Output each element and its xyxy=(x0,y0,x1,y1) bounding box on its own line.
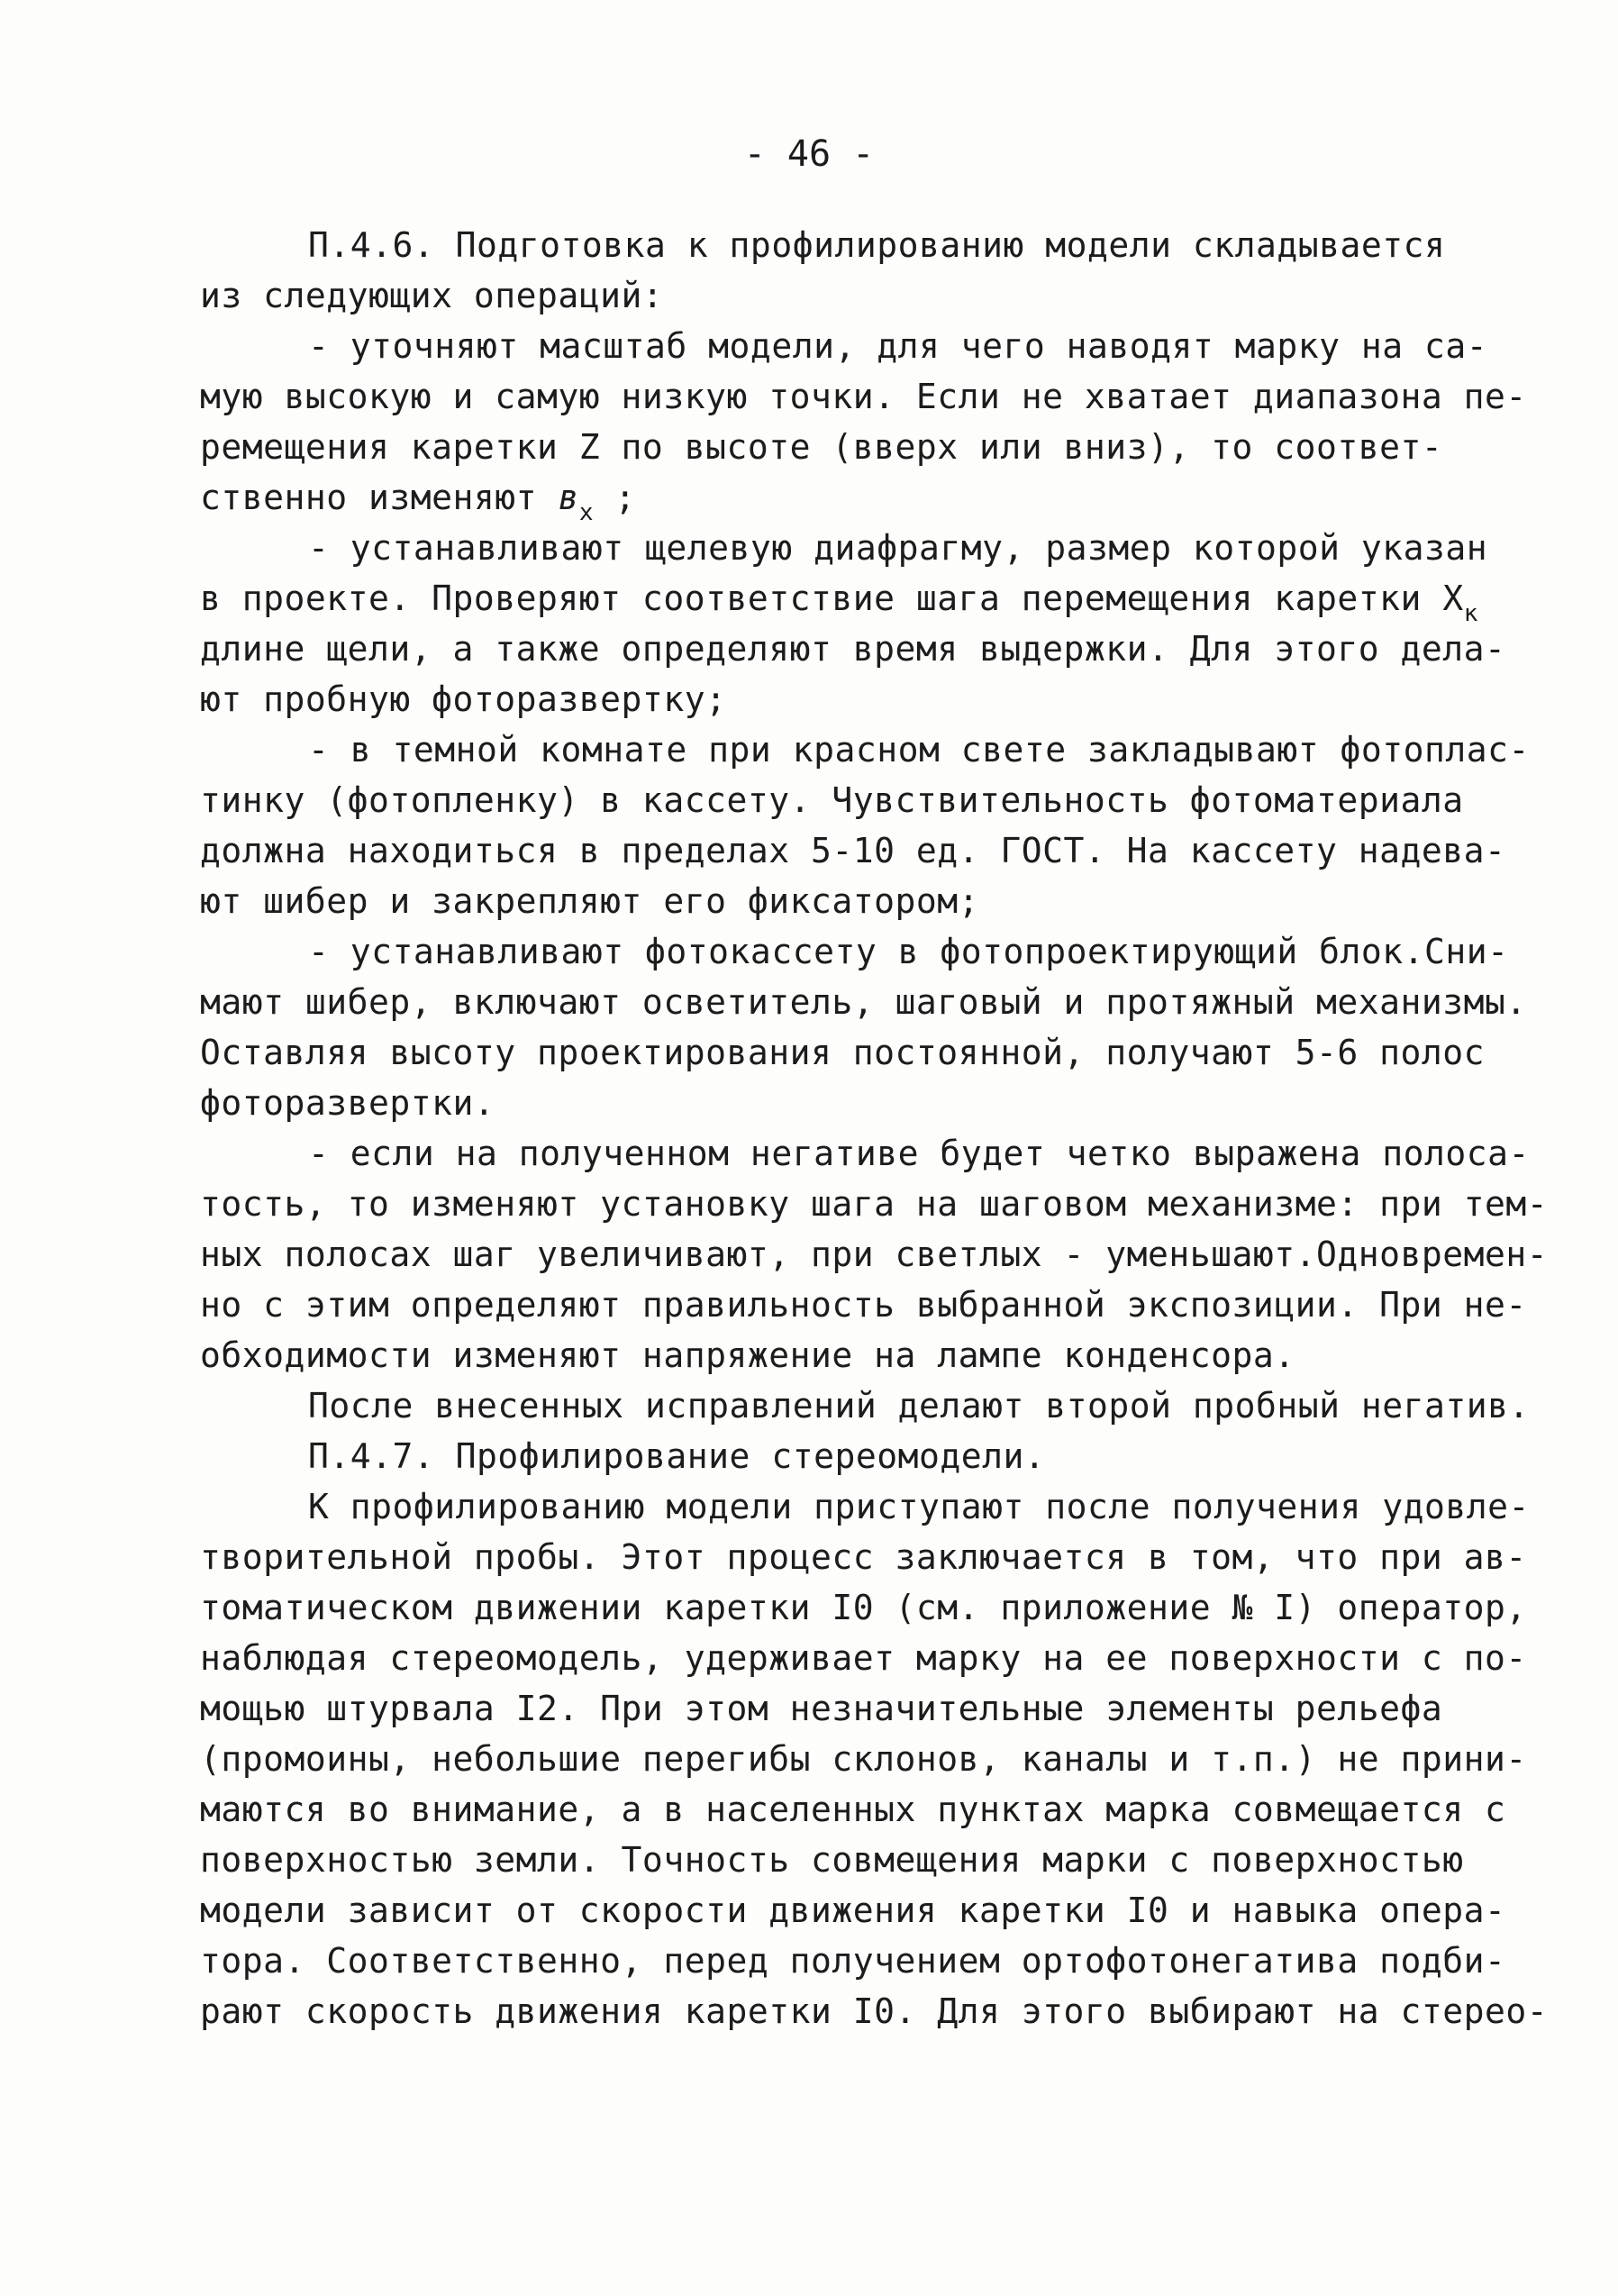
text-line: должна находиться в пределах 5-10 ед. ГОСТ. На кассету надева- xyxy=(200,831,1506,870)
text-line: модели зависит от скорости движения каретки I0 и навыка опера- xyxy=(200,1891,1506,1930)
formula-x-k xyxy=(1442,579,1478,627)
text-line: ют шибер и закрепляют его фиксатором; xyxy=(200,881,979,921)
text-line: (промоины, небольшие перегибы склонов, каналы и т.п.) не прини- xyxy=(200,1739,1527,1779)
formula-b-x xyxy=(558,478,636,526)
formula-base: в xyxy=(558,478,579,517)
formula-base: Х xyxy=(1442,579,1464,618)
text-line: маются во внимание, а в населенных пунктах марка совмещается с xyxy=(200,1790,1506,1829)
text-line: мают шибер, включают осветитель, шаговый и протяжный механизмы. xyxy=(200,982,1527,1022)
text-line: К профилированию модели приступают после получения удовле- xyxy=(308,1487,1530,1526)
text-line: Оставляя высоту проектирования постоянной, получают 5-6 полос xyxy=(200,1033,1486,1072)
text-line: тинку (фотопленку) в кассету. Чувствительность фотоматериала xyxy=(200,780,1464,820)
text-line: рают скорость движения каретки I0. Для этого выбирают на стерео- xyxy=(200,1991,1549,2031)
text-line: После внесенных исправлений делают второй пробный негатив. xyxy=(308,1386,1530,1426)
text-line: тость, то изменяют установку шага на шаговом механизме: при тем- xyxy=(200,1184,1549,1224)
text-line: наблюдая стереомодель, удерживает марку на ее поверхности с по- xyxy=(200,1638,1527,1678)
text-line: обходимости изменяют напряжение на лампе конденсора. xyxy=(200,1335,1295,1375)
text-fragment: ственно изменяют xyxy=(200,478,559,517)
text-line: длине щели, а также определяют время выдержки. Для этого дела- xyxy=(200,629,1506,669)
formula-subscript: х xyxy=(578,499,594,526)
text-line: - устанавливают фотокассету в фотопроектирующий блок.Сни- xyxy=(308,932,1509,971)
text-line: поверхностью земли. Точность совмещения марки с поверхностью xyxy=(200,1840,1464,1880)
text-line: - устанавливают щелевую диафрагму, размер которой указан xyxy=(308,528,1488,568)
text-fragment: в проекте. Проверяют соответствие шага перемещения каретки xyxy=(200,579,1443,618)
text-line: творительной пробы. Этот процесс заключается в том, что при ав- xyxy=(200,1537,1527,1577)
formula-subscript: к xyxy=(1463,600,1478,627)
text-line: мую высокую и самую низкую точки. Если не хватает диапазона пе- xyxy=(200,377,1527,416)
text-line: ремещения каретки Z по высоте (вверх или вниз), то соответ- xyxy=(200,427,1443,467)
text-line: но с этим определяют правильность выбранной экспозиции. При не- xyxy=(200,1285,1527,1325)
text-line: - в темной комнате при красном свете закладывают фотоплас- xyxy=(308,730,1530,770)
text-line: мощью штурвала I2. При этом незначительные элементы рельефа xyxy=(200,1689,1443,1728)
section-heading: П.4.7. Профилирование стереомодели. xyxy=(308,1436,1046,1476)
text-line: - уточняют масштаб модели, для чего наводят марку на са- xyxy=(308,326,1488,366)
text-line: томатическом движении каретки I0 (см. приложение № I) оператор, xyxy=(200,1588,1527,1627)
page-number: - 46 - xyxy=(743,133,875,175)
text-line: фоторазвертки. xyxy=(200,1083,495,1123)
text-line: - если на полученном негативе будет четко выражена полоса- xyxy=(308,1134,1530,1173)
text-line: ют пробную фоторазвертку; xyxy=(200,679,727,719)
formula-suffix: ; xyxy=(593,478,636,517)
text-line: П.4.6. Подготовка к профилированию модели складывается xyxy=(308,225,1446,265)
text-line: ных полосах шаг увеличивают, при светлых - уменьшают.Одновремен- xyxy=(200,1235,1549,1274)
text-line: из следующих операций: xyxy=(200,276,664,315)
text-line: тора. Соответственно, перед получением ортофотонегатива подби- xyxy=(200,1941,1506,1981)
